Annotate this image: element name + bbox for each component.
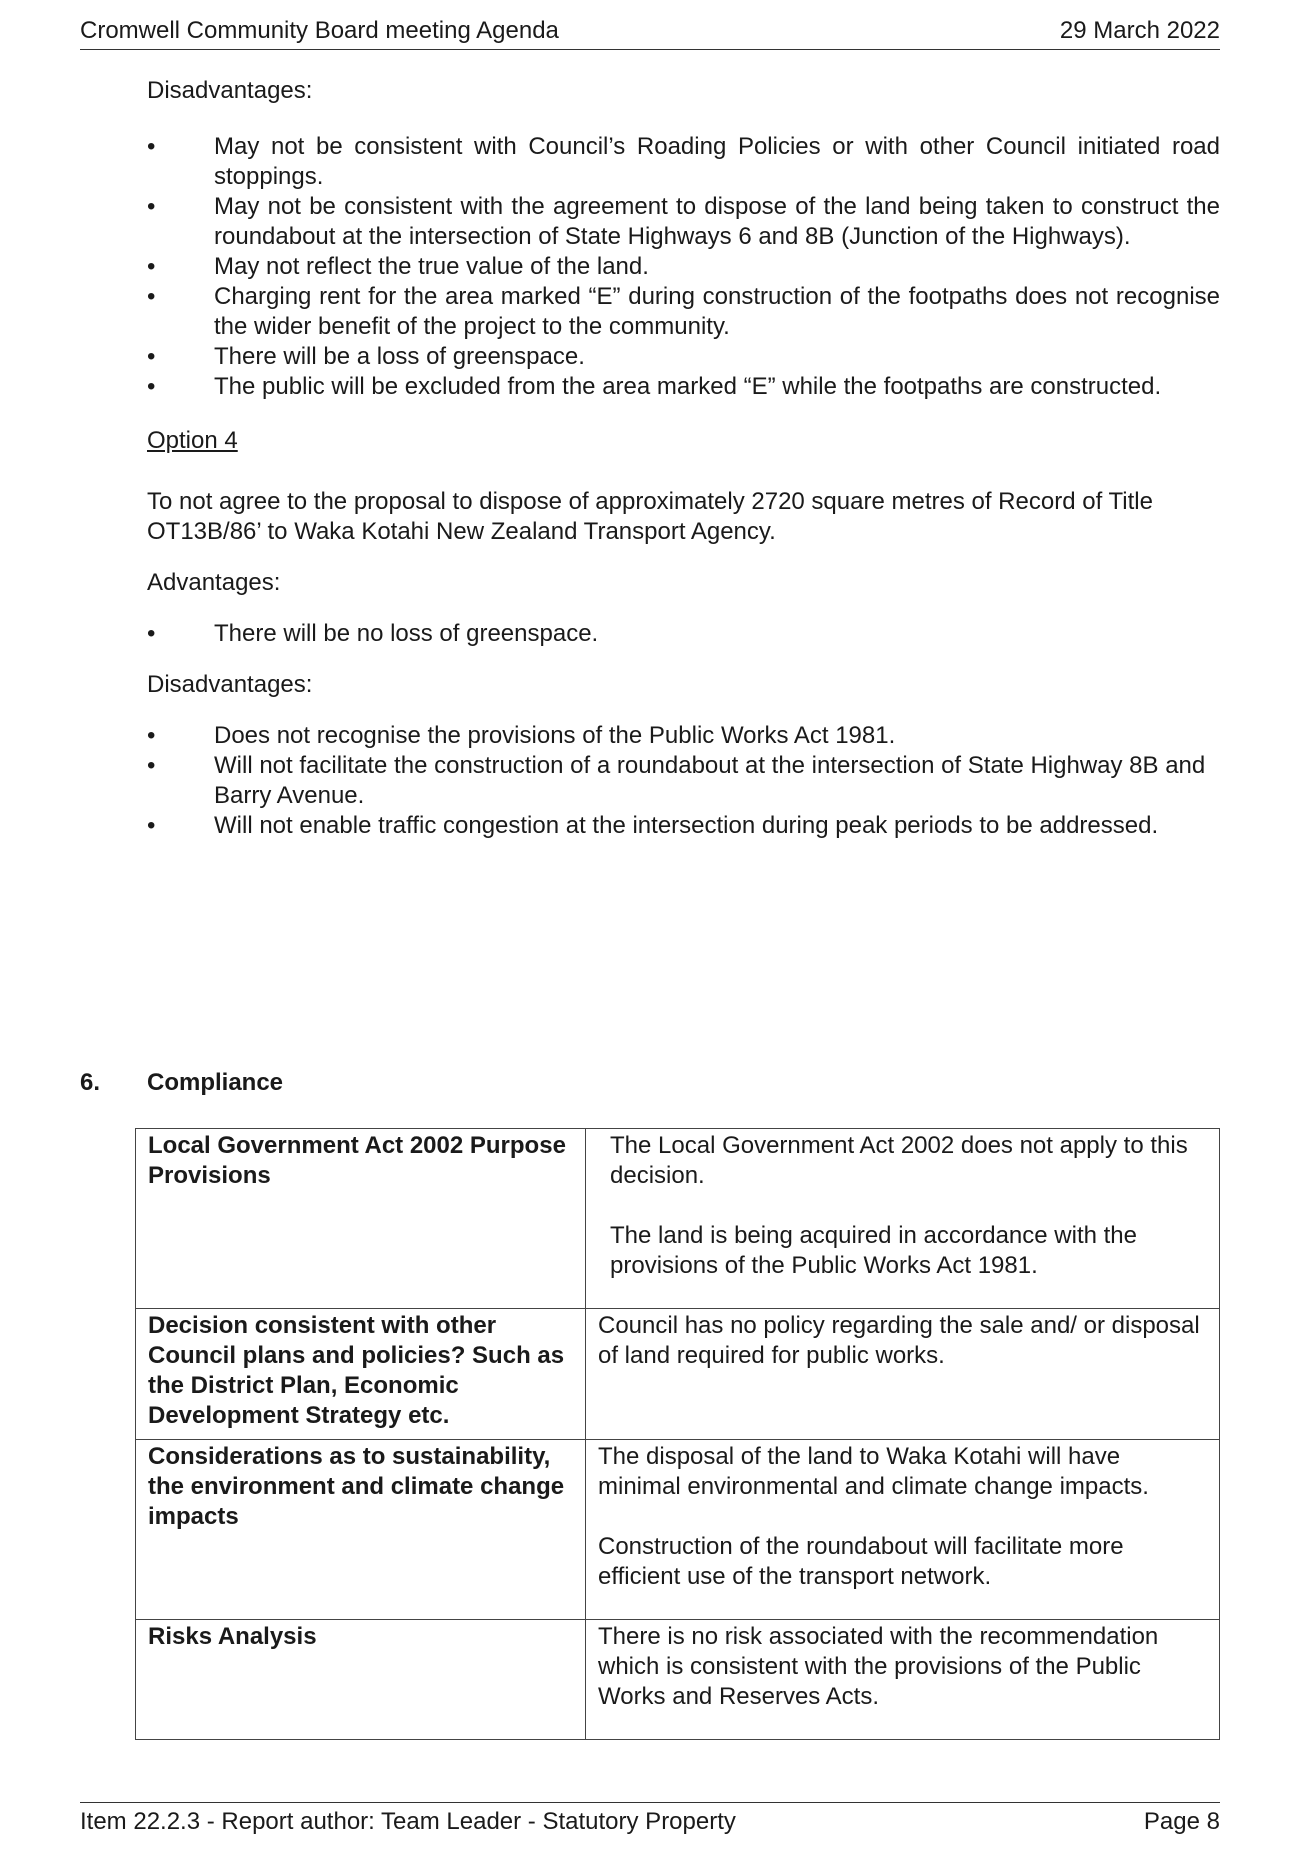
table-cell-value [586, 1129, 1220, 1309]
cell-paragraph: The disposal of the land to Waka Kotahi will have minimal environmental and climate change impacts. [598, 1443, 1149, 1500]
table-row [136, 1129, 1220, 1309]
cell-paragraph: The Local Government Act 2002 does not apply to this decision. [610, 1132, 1188, 1189]
option4-description: To not agree to the proposal to dispose of approximately 2720 square metres of Record of Title OT13B/86’ to Waka Kotahi New Zealand Transport Agency. [147, 488, 1153, 545]
list-item: • Will not enable traffic congestion at the intersection during peak periods to be addressed. [147, 812, 1159, 839]
section-number: 6. [80, 1069, 101, 1096]
list-item: • The public will be excluded from the area marked “E” while the footpaths are constructed. [147, 373, 1162, 400]
table-row [136, 1309, 1220, 1440]
cell-paragraph: The land is being acquired in accordance with the provisions of the Public Works Act 1981. [610, 1222, 1137, 1279]
cell-paragraph: There is no risk associated with the recommendation which is consistent with the provisions of the Public Works and Reserves Acts. [598, 1623, 1159, 1710]
list-item: • May not be consistent with the agreement to dispose of the land being taken to construct the roundabout at the intersection of State Highways 6 and 8B (Junction of the Highways). [147, 193, 1220, 250]
list-item: • There will be a loss of greenspace. [147, 343, 585, 370]
table-cell-value [586, 1620, 1220, 1740]
list-item: • Charging rent for the area marked “E” during construction of the footpaths does not recognise the wider benefit of the project to the community. [147, 283, 1220, 340]
page-header [80, 16, 1220, 50]
document-body [80, 76, 1220, 841]
table-cell-value [586, 1440, 1220, 1620]
option3-disadvantages-label: Disadvantages: [147, 77, 313, 104]
option4-disadvantages-list [147, 721, 1220, 841]
list-item: • May not reflect the true value of the land. [147, 253, 649, 280]
document-title: Cromwell Community Board meeting Agenda [80, 17, 559, 44]
meeting-date: 29 March 2022 [1059, 17, 1220, 44]
list-item: • May not be consistent with Council’s Roading Policies or with other Council initiated road stoppings. [147, 133, 1220, 190]
cell-paragraph: Council has no policy regarding the sale and/ or disposal of land required for public works. [598, 1312, 1200, 1369]
option4-advantages-label: Advantages: [147, 569, 281, 596]
option4-disadvantages-label: Disadvantages: [147, 671, 313, 698]
table-cell-label: Considerations as to sustainability, the environment and climate change impacts [136, 1440, 586, 1620]
compliance-table [135, 1128, 1220, 1740]
cell-paragraph: Construction of the roundabout will facilitate more efficient use of the transport network. [598, 1533, 1124, 1590]
table-cell-label: Risks Analysis [136, 1620, 586, 1740]
page-number: Page 8 [1143, 1808, 1220, 1835]
table-cell-label: Local Government Act 2002 Purpose Provisions [136, 1129, 586, 1309]
table-row [136, 1620, 1220, 1740]
page-footer [80, 1802, 1220, 1835]
table-row [136, 1440, 1220, 1620]
table-cell-value [586, 1309, 1220, 1440]
section-title: Compliance [147, 1069, 284, 1096]
report-author: Item 22.2.3 - Report author: Team Leader - Statutory Property [80, 1808, 736, 1835]
list-item: • Does not recognise the provisions of the Public Works Act 1981. [147, 722, 896, 749]
table-cell-label: Decision consistent with other Council plans and policies? Such as the District Plan, Economic Development Strategy etc. [136, 1309, 586, 1440]
list-item: • Will not facilitate the construction of a roundabout at the intersection of State Highway 8B and Barry Avenue. [147, 752, 1206, 809]
option4-advantages-list [147, 619, 1220, 649]
option3-disadvantages-list [147, 132, 1220, 402]
option4-heading: Option 4 [147, 427, 238, 454]
list-item: • There will be no loss of greenspace. [147, 620, 599, 647]
